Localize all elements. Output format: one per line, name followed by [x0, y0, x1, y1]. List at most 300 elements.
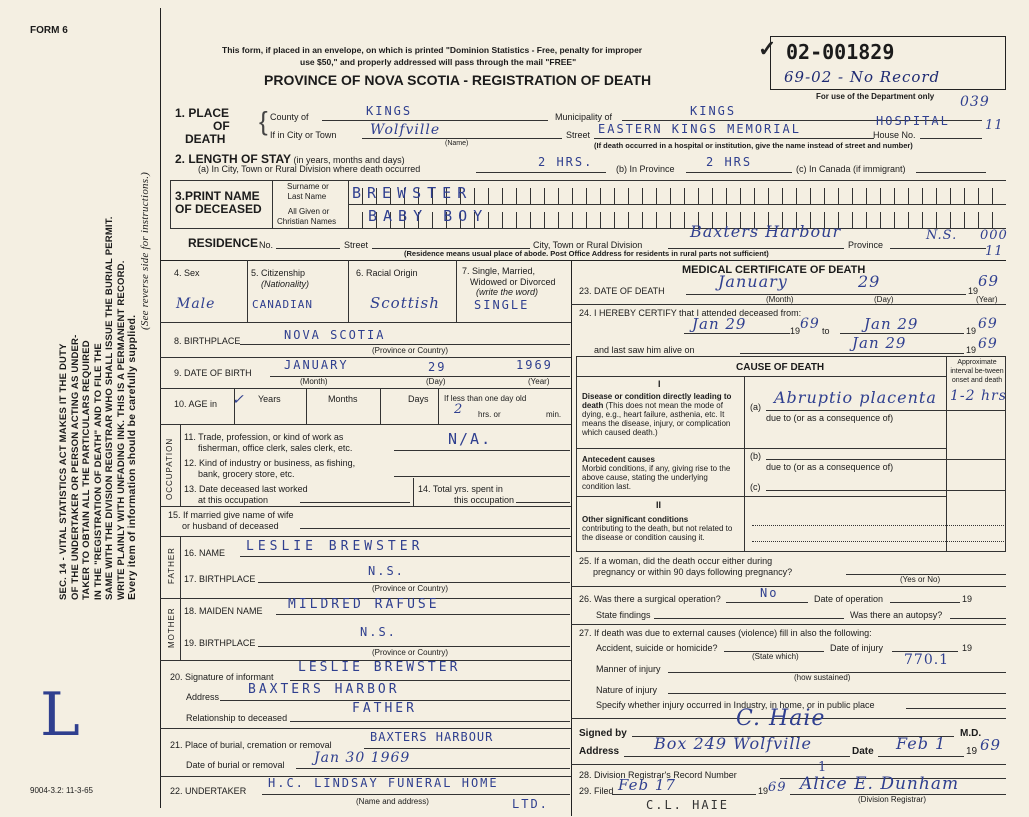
specify-label: Specify whether injury occurred in Industry, in home, or in public place [596, 700, 875, 710]
side-instructions: SEC. 14 - VITAL STATISTICS ACT MAKES IT THE DUTY OF THE UNDERTAKER OR PERSON ACTING AS UNDER- TAKER TO OBTAIN ALL THE PARTICULARS REQUIRED IN THE "REGISTRATION OF DEATH" AND TO FILE THE SAME WITH THE DIVISION REGISTRAR WHO SHALL ISSUE THE BURIAL PERMIT. WRITE PLAINLY WITH UNFADING INK. THIS IS A PERMANENT RECORD. Every item of information should be carefully supplied. [58, 216, 138, 600]
letter-cell [698, 188, 712, 204]
mother-bp-rule [258, 646, 570, 647]
hospital-value: HOSPITAL [876, 114, 950, 128]
letter-cell [964, 188, 978, 204]
age-divider-4 [438, 388, 439, 424]
q25-hint: (Yes or No) [900, 575, 941, 584]
birthplace-rule [240, 344, 570, 345]
letter-cell [586, 188, 600, 204]
letter-cell [936, 188, 950, 204]
undertaker-hint: (Name and address) [356, 797, 429, 806]
signed-bottom-rule [571, 764, 1006, 765]
father-side-rule [180, 536, 181, 598]
informant-name: LESLIE BREWSTER [298, 660, 461, 675]
row4-bottom-rule [160, 322, 571, 323]
father-bp-hint: (Province or Country) [372, 584, 449, 593]
stay-b-rule [686, 172, 792, 173]
filed-date: Feb 17 [618, 776, 676, 794]
dob-day: 29 [428, 360, 447, 374]
manner-hint: (how sustained) [794, 673, 851, 682]
name-divider [272, 180, 273, 228]
sex-divider [247, 260, 248, 322]
birthplace-hint: (Province or Country) [372, 346, 449, 355]
row10-bottom-rule [160, 424, 571, 425]
letter-cell [600, 212, 614, 228]
letter-cell [614, 212, 628, 228]
mail-notice-line2: use $50," and properly addressed will pass through the mail "FREE" [300, 57, 577, 67]
record-number: 02-001829 [786, 40, 895, 64]
other-rule-1 [752, 525, 1006, 526]
undertaker-rule [262, 794, 570, 795]
given-label: All Given or Christian Names [277, 207, 337, 226]
letter-cell [768, 188, 782, 204]
cause-a-label: (a) [750, 402, 761, 412]
sex-value: Male [176, 296, 216, 312]
last-seen: Jan 29 [852, 334, 907, 352]
age-divider-2 [306, 388, 307, 424]
letter-cell [516, 188, 530, 204]
accident-hint: (State which) [752, 652, 799, 661]
stay-c-rule [916, 172, 986, 173]
letter-cell [544, 212, 558, 228]
letter-cell [586, 212, 600, 228]
other-hint: contributing to the death, but not related to the disease or condition causing it. [582, 524, 733, 542]
letter-cell [656, 212, 670, 228]
center-divider [571, 260, 572, 816]
due-to-2: due to (or as a consequence of) [766, 462, 894, 472]
q25-bottom-rule [571, 586, 1006, 587]
print-code: 9004-3.2: 11-3-65 [30, 786, 94, 795]
dept-use-label: For use of the Department only [816, 92, 935, 101]
burial-date-label: Date of burial or removal [186, 760, 285, 770]
letter-cell [572, 212, 586, 228]
trade-rule [394, 450, 570, 451]
op-date-rule [890, 602, 960, 603]
informant-address-label: Address [186, 692, 220, 702]
medical-title: MEDICAL CERTIFICATE OF DEATH [682, 264, 866, 276]
q26-value: No [760, 586, 779, 600]
undertaker-label: 22. UNDERTAKER [170, 786, 247, 796]
part1-divider [576, 448, 946, 449]
letter-cell [502, 188, 516, 204]
cause-b-rule [766, 459, 1006, 460]
letter-cell [824, 188, 838, 204]
letter-cell [572, 188, 586, 204]
father-bp-label: 17. BIRTHPLACE [184, 574, 256, 584]
burial-place: BAXTERS HARBOUR [370, 730, 494, 744]
age-min-label: min. [546, 410, 562, 419]
letter-cell [488, 212, 502, 228]
residence-city-value: Baxters Harbour [690, 222, 842, 241]
spouse-rule [300, 528, 570, 529]
cause-a-value: Abruptio placenta [774, 388, 937, 407]
burial-date: Jan 30 1969 [314, 750, 411, 766]
mother-name-label: 18. MAIDEN NAME [184, 606, 263, 616]
city-value: Wolfville [370, 122, 441, 138]
interval-divider [946, 356, 947, 552]
letter-cell [628, 188, 642, 204]
residence-street-label: Street [344, 240, 369, 250]
last-seen-yr: 19 [966, 345, 977, 355]
part1-label: I [658, 379, 661, 389]
letter-cell [614, 188, 628, 204]
letter-cell [530, 212, 544, 228]
street-hint: (If death occurred in a hospital or institution, give the name instead of street and number) [594, 141, 913, 150]
letter-cell [474, 188, 488, 204]
birthplace-label: 8. BIRTHPLACE [174, 336, 241, 346]
house-rule [920, 138, 982, 139]
mother-side-label: MOTHER [167, 607, 176, 648]
due-to-1: due to (or as a consequence of) [766, 413, 894, 423]
dept-code-3: 000 [980, 228, 1008, 243]
state-findings-rule [654, 618, 844, 619]
letter-cell [558, 188, 572, 204]
informant-label: 20. Signature of informant [170, 672, 274, 682]
other-label: Other significant conditions [582, 515, 689, 524]
letter-cell [880, 212, 894, 228]
letter-cell [726, 188, 740, 204]
op-date-label: Date of operation [814, 594, 884, 604]
spouse-bottom-rule [160, 536, 571, 537]
street-value: EASTERN KINGS MEMORIAL [598, 122, 801, 136]
letter-cell [754, 188, 768, 204]
registrar-hint: (Division Registrar) [858, 795, 927, 804]
city-hint: (Name) [445, 140, 469, 147]
physician-stamp: C.L. HAIE [646, 798, 730, 812]
last-worked-rule [300, 502, 410, 503]
side-reverse-note: (See reverse side for instructions.) [139, 171, 151, 330]
margin-scribble: L [40, 680, 81, 750]
certify-to-year: 69 [978, 316, 998, 332]
part2-label: II [656, 500, 662, 510]
residence-province-rule [890, 248, 986, 249]
signed-date-yr: 19 [966, 746, 978, 757]
state-findings-label: State findings [596, 610, 651, 620]
mother-bp-value: N.S. [360, 625, 397, 639]
certify-from-rule [684, 333, 790, 334]
q25-label: 25. If a woman, did the death occur either during pregnancy or within 90 days following pregnancy? [579, 556, 793, 577]
age-less-label: If less than one day old [444, 394, 527, 403]
nature-rule [668, 693, 1006, 694]
dept-code-4: 11 [985, 244, 1004, 259]
signed-date: Feb 1 [896, 734, 947, 753]
residence-province-value: N.S. [926, 228, 958, 243]
q29-rule [612, 794, 756, 795]
dod-year-hint: (Year) [976, 295, 998, 304]
undertaker-value: H.C. LINDSAY FUNERAL HOME [268, 776, 499, 790]
informant-rel-rule [290, 721, 570, 722]
letter-cell [670, 212, 684, 228]
age-hrs-label: hrs. or [478, 410, 501, 419]
mother-bp-hint: (Province or Country) [372, 648, 449, 657]
name-label: 3.PRINT NAME OF DECEASED [175, 189, 262, 216]
dod-bottom-rule [571, 304, 1006, 305]
record-note: 69-02 - No Record [784, 68, 941, 86]
age-label: 10. AGE in [174, 399, 218, 409]
filed-year: 69 [768, 780, 787, 795]
dept-code-2: 11 [985, 118, 1004, 133]
street-label: Street [566, 130, 591, 140]
cause-label-divider [744, 376, 745, 552]
municipality-value: KINGS [690, 104, 737, 118]
antecedent-label: Antecedent causes [582, 455, 655, 464]
dod-year: 69 [978, 272, 1000, 290]
letter-cell [922, 212, 936, 228]
informant-rel-label: Relationship to deceased [186, 713, 288, 723]
signed-address-label: Address [579, 746, 620, 757]
total-years-label: 14. Total yrs. spent in this occupation [418, 484, 515, 505]
city-label: If in City or Town [270, 130, 337, 140]
dob-year: 1969 [516, 358, 553, 372]
letter-cell [950, 188, 964, 204]
stay-a-value: 2 HRS. [538, 155, 594, 169]
letter-cell [642, 188, 656, 204]
residence-hint: (Residence means usual place of abode. Post Office Address for residents in rural parts not sufficient) [404, 249, 769, 258]
house-label: House No. [873, 130, 916, 140]
age-check-mark: ✓ [232, 392, 245, 408]
burial-label: 21. Place of burial, cremation or removal [170, 740, 332, 750]
letter-cell [894, 212, 908, 228]
filed-yr: 19 [758, 786, 769, 796]
mother-name-value: MILDRED RAFUSE [288, 597, 440, 612]
citizenship-divider [348, 260, 349, 322]
mother-side-rule [180, 598, 181, 660]
signed-address-rule [624, 756, 850, 757]
last-seen-rule [740, 353, 964, 354]
letter-cell [782, 188, 796, 204]
certify-from-yr: 19 [790, 326, 801, 336]
interval-label: Approximate interval be-tween onset and death [950, 359, 1004, 384]
age-divider-3 [380, 388, 381, 424]
stay-b-value: 2 HRS [706, 155, 753, 169]
signed-year: 69 [980, 736, 1002, 754]
q29-label: 29. Filed [579, 786, 614, 796]
signature-physician: C. Haie [736, 706, 826, 731]
row8-bottom-rule [160, 357, 571, 358]
mother-name-rule [276, 614, 570, 615]
signed-date-rule [878, 756, 964, 757]
racial-value: Scottish [370, 294, 440, 312]
burial-date-rule [296, 768, 570, 769]
mail-notice-line1: This form, if placed in an envelope, on which is printed "Dominion Statistics - Free, penalty for improper [222, 45, 643, 55]
surname-label: Surname or Last Name [287, 182, 329, 201]
letter-cell [600, 188, 614, 204]
letter-cell [740, 188, 754, 204]
letter-cell [950, 212, 964, 228]
left-margin-rule [160, 8, 161, 808]
mother-bp-label: 19. BIRTHPLACE [184, 638, 256, 648]
certify-from-year: 69 [800, 316, 820, 332]
racial-divider [456, 260, 457, 322]
cause-a-rule [766, 410, 1006, 411]
sex-label: 4. Sex [174, 268, 200, 278]
certify-to-yr: 19 [966, 326, 977, 336]
citizenship-value: CANADIAN [252, 298, 313, 311]
dob-month: JANUARY [284, 358, 349, 372]
letter-cell [488, 188, 502, 204]
age-hrs-value: 2 [454, 402, 464, 417]
dod-label: 23. DATE OF DEATH [579, 286, 665, 296]
last-seen-year: 69 [978, 336, 998, 352]
registrar-signature: Alice E. Dunham [800, 774, 960, 794]
residence-no-label: No. [259, 240, 274, 250]
letter-cell [908, 212, 922, 228]
specify-rule [906, 708, 1006, 709]
letter-cell [936, 212, 950, 228]
dob-month-hint: (Month) [300, 377, 328, 386]
undertaker-value-2: LTD. [512, 797, 549, 811]
stay-label: 2. LENGTH OF STAY (in years, months and days) [175, 152, 405, 166]
residence-no-rule [276, 248, 340, 249]
letter-cell [992, 212, 1006, 228]
q26-bottom-rule [571, 624, 1006, 625]
letter-cell [530, 188, 544, 204]
signed-label: Signed by [579, 728, 627, 739]
occupation-bottom-rule [160, 506, 571, 507]
total-years-divider [413, 478, 414, 506]
father-bp-rule [258, 582, 570, 583]
letter-cell [838, 188, 852, 204]
letter-cell [992, 188, 1006, 204]
dod-year-prefix: 19 [968, 286, 979, 296]
md-label: M.D. [960, 728, 982, 739]
residence-province-label: Province [848, 240, 884, 250]
dod-day: 29 [858, 272, 881, 291]
letter-cell [866, 188, 880, 204]
cause-c-label: (c) [750, 482, 761, 492]
letter-cell [502, 212, 516, 228]
letter-cell [516, 212, 530, 228]
dob-label: 9. DATE OF BIRTH [174, 368, 252, 378]
certify-label: 24. I HEREBY CERTIFY that I attended deceased from: [579, 308, 802, 318]
letter-cell [978, 212, 992, 228]
father-name-value: LESLIE BREWSTER [246, 539, 424, 554]
signed-date-label: Date [852, 746, 874, 757]
letter-cell [922, 188, 936, 204]
industry-rule [394, 476, 570, 477]
dob-year-hint: (Year) [528, 377, 550, 386]
letter-cell [684, 188, 698, 204]
letter-cell [810, 188, 824, 204]
informant-bottom-rule [160, 728, 571, 729]
q26-rule [726, 602, 808, 603]
informant-address: BAXTERS HARBOR [248, 682, 400, 697]
age-years-label: Years [258, 394, 281, 404]
cause-c-rule [766, 490, 1006, 491]
place-brace: { [259, 106, 268, 136]
q28-label: 28. Division Registrar's Record Number [579, 770, 737, 780]
occupation-side-label: OCCUPATION [165, 437, 174, 500]
residence-label: RESIDENCE [188, 236, 259, 250]
certify-to-label: to [822, 326, 830, 336]
letter-cell [712, 188, 726, 204]
certify-from: Jan 29 [692, 315, 747, 333]
occupation-side-rule [180, 424, 181, 506]
county-label: County of [270, 112, 309, 122]
injury-date-yr: 19 [962, 643, 973, 653]
letter-cell [628, 212, 642, 228]
county-value: KINGS [366, 104, 413, 118]
given-value: BABY BOY [368, 207, 489, 225]
dod-rule [686, 294, 966, 295]
cause-b-label: (b) [750, 451, 761, 461]
father-bp-value: N.S. [368, 564, 405, 578]
county-rule [322, 120, 548, 121]
form-number: FORM 6 [30, 25, 68, 36]
letter-cell [670, 188, 684, 204]
stay-c-label: (c) In Canada (if immigrant) [796, 164, 906, 174]
other-rule-2 [752, 541, 1006, 542]
dod-month-hint: (Month) [766, 295, 794, 304]
letter-cell [978, 188, 992, 204]
age-months-label: Months [328, 394, 358, 404]
spouse-label: 15. If married give name of wife or husband of deceased [168, 510, 294, 531]
last-worked-label: 13. Date deceased last worked at this occupation [184, 484, 308, 505]
letter-cell [544, 188, 558, 204]
letter-cell [908, 188, 922, 204]
informant-rel: FATHER [352, 701, 417, 716]
q28-value: 1 [818, 760, 828, 775]
letter-cell [796, 188, 810, 204]
letter-cell [852, 212, 866, 228]
letter-cell [964, 212, 978, 228]
birthplace-value: NOVA SCOTIA [284, 328, 386, 342]
part2-top-rule [576, 496, 946, 497]
stay-a-label: (a) In City, Town or Rural Division where death occurred [198, 164, 421, 174]
main-top-rule [160, 260, 1006, 261]
dob-day-hint: (Day) [426, 377, 446, 386]
dod-month: January [718, 272, 788, 291]
cause-title: CAUSE OF DEATH [736, 362, 825, 373]
accident-label: Accident, suicide or homicide? [596, 643, 718, 653]
nature-label: Nature of injury [596, 685, 658, 695]
dept-code-1: 039 [960, 94, 990, 110]
letter-cell [894, 188, 908, 204]
total-years-rule [516, 502, 570, 503]
op-date-yr: 19 [962, 594, 973, 604]
informant-rule [290, 680, 570, 681]
letter-cell [642, 212, 656, 228]
record-check-mark: ✓ [758, 36, 778, 61]
industry-label: 12. Kind of industry or business, as fishing, bank, grocery store, etc. [184, 458, 356, 479]
father-side-label: FATHER [167, 547, 176, 584]
residence-city-label: City, Town or Rural Division [533, 240, 643, 250]
surname-value: BREWSTER [352, 184, 473, 202]
last-seen-label: and last saw him alive on [594, 345, 695, 355]
cause-code: 770.1 [904, 652, 950, 668]
manner-label: Manner of injury [596, 664, 661, 674]
letter-cell [866, 212, 880, 228]
form-title: PROVINCE OF NOVA SCOTIA - REGISTRATION OF DEATH [264, 72, 652, 88]
name-mid-rule [348, 204, 1006, 205]
stay-a-rule [476, 172, 606, 173]
injury-date-label: Date of injury [830, 643, 884, 653]
autopsy-rule [950, 618, 1006, 619]
antecedent-hint: Morbid conditions, if any, giving rise to the above cause, stating the underlying condition last. [582, 464, 731, 491]
letter-cell [852, 188, 866, 204]
street-rule [594, 138, 874, 139]
place-label: 1. PLACE OF DEATH [175, 106, 230, 146]
letter-cell [348, 212, 362, 228]
marital-label: 7. Single, Married, Widowed or Divorced (write the word) [462, 266, 556, 297]
certify-to: Jan 29 [864, 315, 919, 333]
disease-label: Disease or condition directly leading to death (This does not mean the mode of dying, e.g., heart failure, asthenia, etc. It means the disease, injury, or complication which caused death.) [582, 392, 732, 437]
letter-cell [880, 188, 894, 204]
stay-b-label: (b) In Province [616, 164, 675, 174]
trade-value: N/A. [448, 430, 493, 448]
q27-label: 27. If death was due to external causes (violence) fill in also the following: [579, 628, 872, 638]
marital-value: SINGLE [474, 298, 530, 312]
